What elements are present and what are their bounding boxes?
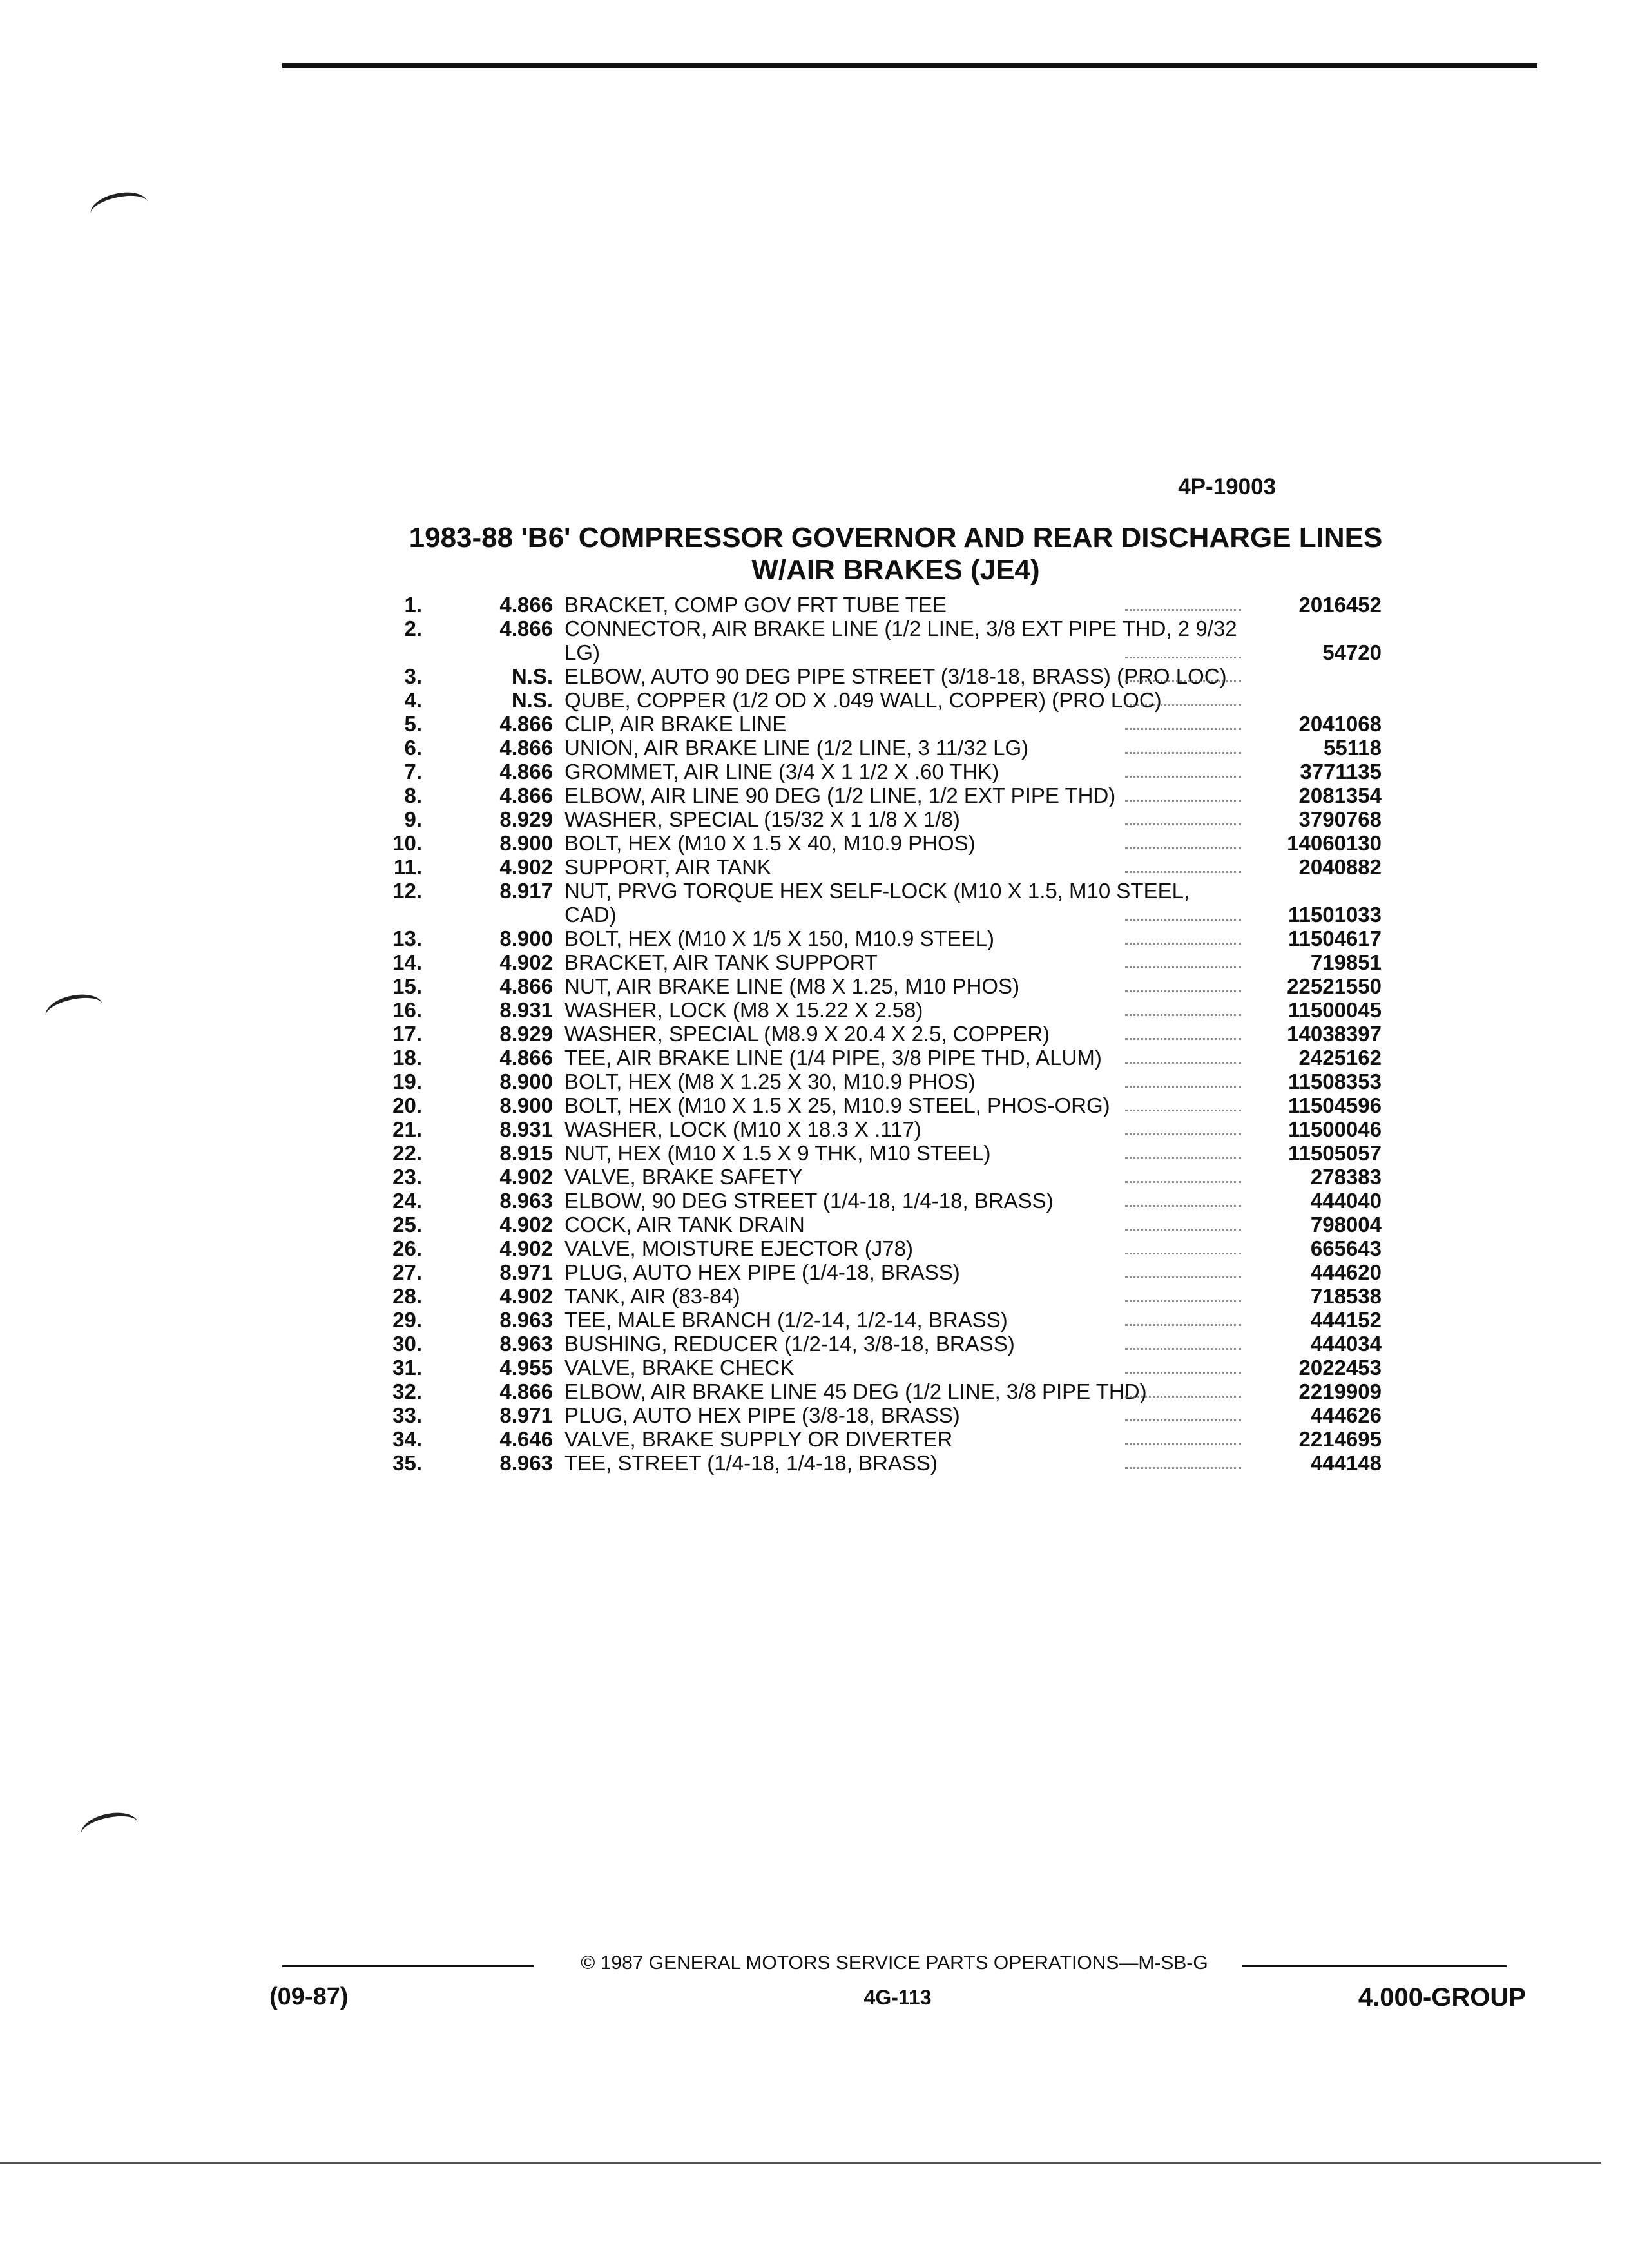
part-description: TEE, AIR BRAKE LINE (1/4 PIPE, 3/8 PIPE THD, ALUM) [564, 1046, 1241, 1070]
table-row [380, 1451, 1385, 1475]
part-number: 2041068 [1298, 712, 1382, 736]
title-line-2: W/AIR BRAKES (JE4) [751, 554, 1040, 586]
table-row [380, 1260, 1385, 1284]
item-number: 32. [392, 1379, 422, 1403]
reference-number: 8.929 [499, 1022, 553, 1046]
table-row [380, 1213, 1385, 1236]
item-number: 2. [404, 617, 422, 640]
table-row [380, 1308, 1385, 1332]
part-number: 11504596 [1287, 1093, 1382, 1117]
table-row [380, 1117, 1385, 1141]
table-row [380, 760, 1385, 783]
reference-number: 8.900 [499, 831, 553, 855]
page-number: 4G-113 [863, 1986, 932, 2009]
item-number: 29. [392, 1308, 422, 1332]
part-number: 2022453 [1298, 1356, 1382, 1379]
table-row [380, 617, 1385, 664]
item-number: 17. [392, 1022, 422, 1046]
reference-number: 4.866 [499, 783, 553, 807]
item-number: 31. [392, 1356, 422, 1379]
part-description: GROMMET, AIR LINE (3/4 X 1 1/2 X .60 THK) [564, 760, 1241, 783]
part-number: 11505057 [1287, 1141, 1382, 1165]
part-number: 54720 [1322, 640, 1382, 664]
table-row [380, 783, 1385, 807]
part-number: 665643 [1310, 1236, 1382, 1260]
part-description: TEE, STREET (1/4-18, 1/4-18, BRASS) [564, 1451, 1241, 1475]
part-number: 2016452 [1298, 593, 1382, 617]
part-description: BRACKET, AIR TANK SUPPORT [564, 950, 1241, 974]
table-row [380, 974, 1385, 998]
table-row [380, 712, 1385, 736]
part-number: 444148 [1310, 1451, 1382, 1475]
copyright-line: © 1987 GENERAL MOTORS SERVICE PARTS OPERATIONS—M-SB-G [282, 1952, 1507, 1974]
reference-number: 8.900 [499, 1093, 553, 1117]
table-row [380, 950, 1385, 974]
reference-number: 4.866 [499, 974, 553, 998]
parts-list [380, 593, 1385, 1475]
part-number: 11504617 [1287, 927, 1382, 950]
part-description: BUSHING, REDUCER (1/2-14, 3/8-18, BRASS) [564, 1332, 1241, 1356]
part-number: 444152 [1310, 1308, 1382, 1332]
part-number: 798004 [1310, 1213, 1382, 1236]
reference-number: 8.963 [499, 1332, 553, 1356]
table-row [380, 807, 1385, 831]
part-number: 14038397 [1287, 1022, 1382, 1046]
part-description: BOLT, HEX (M8 X 1.25 X 30, M10.9 PHOS) [564, 1070, 1241, 1093]
reference-number: 8.963 [499, 1308, 553, 1332]
part-description: BOLT, HEX (M10 X 1.5 X 40, M10.9 PHOS) [564, 831, 1241, 855]
part-description: VALVE, BRAKE SAFETY [564, 1165, 1241, 1189]
table-row [380, 664, 1385, 688]
table-row [380, 1189, 1385, 1213]
title-line-1: 1983-88 'B6' COMPRESSOR GOVERNOR AND REAR DISCHARGE LINES [409, 522, 1383, 553]
item-number: 10. [392, 831, 422, 855]
binding-mark-top [88, 187, 151, 229]
part-number: 11508353 [1287, 1070, 1382, 1093]
table-row [380, 1284, 1385, 1308]
reference-number: 4.955 [499, 1356, 553, 1379]
item-number: 14. [392, 950, 422, 974]
item-number: 30. [392, 1332, 422, 1356]
item-number: 5. [404, 712, 422, 736]
item-number: 15. [392, 974, 422, 998]
table-row [380, 831, 1385, 855]
item-number: 19. [392, 1070, 422, 1093]
reference-number: 8.963 [499, 1451, 553, 1475]
item-number: 4. [404, 688, 422, 712]
revision-date: (09-87) [269, 1983, 349, 2010]
table-row [380, 927, 1385, 950]
part-number: 3771135 [1300, 760, 1382, 783]
item-number: 20. [392, 1093, 422, 1117]
part-description: TEE, MALE BRANCH (1/2-14, 1/2-14, BRASS) [564, 1308, 1241, 1332]
part-description: WASHER, LOCK (M10 X 18.3 X .117) [564, 1117, 1241, 1141]
part-description: PLUG, AUTO HEX PIPE (3/8-18, BRASS) [564, 1403, 1241, 1427]
part-number: 55118 [1324, 736, 1382, 760]
item-number: 9. [404, 807, 422, 831]
reference-number: N.S. [511, 688, 553, 712]
reference-number: 4.866 [499, 1379, 553, 1403]
table-row [380, 1403, 1385, 1427]
part-number: 2219909 [1298, 1379, 1382, 1403]
part-description: ELBOW, AIR BRAKE LINE 45 DEG (1/2 LINE, 3/8 PIPE THD) [564, 1379, 1241, 1403]
table-row [380, 1070, 1385, 1093]
part-description: BRACKET, COMP GOV FRT TUBE TEE [564, 593, 1241, 617]
reference-number: 4.866 [499, 736, 553, 760]
binding-mark-bottom [78, 1808, 141, 1849]
part-description: NUT, AIR BRAKE LINE (M8 X 1.25, M10 PHOS) [564, 974, 1241, 998]
table-row [380, 1379, 1385, 1403]
reference-number: 8.931 [499, 998, 553, 1022]
part-description: BOLT, HEX (M10 X 1.5 X 25, M10.9 STEEL, PHOS-ORG) [564, 1093, 1241, 1117]
table-row [380, 1022, 1385, 1046]
item-number: 1. [404, 593, 422, 617]
part-description: PLUG, AUTO HEX PIPE (1/4-18, BRASS) [564, 1260, 1241, 1284]
item-number: 34. [392, 1427, 422, 1451]
reference-number: 8.931 [499, 1117, 553, 1141]
part-number: 444040 [1310, 1189, 1382, 1213]
table-row [380, 855, 1385, 879]
part-description: VALVE, BRAKE CHECK [564, 1356, 1241, 1379]
part-description: CONNECTOR, AIR BRAKE LINE (1/2 LINE, 3/8 EXT PIPE THD, 2 9/32 LG) [564, 617, 1241, 664]
reference-number: 4.902 [499, 855, 553, 879]
item-number: 6. [404, 736, 422, 760]
part-description: NUT, HEX (M10 X 1.5 X 9 THK, M10 STEEL) [564, 1141, 1241, 1165]
table-row [380, 1356, 1385, 1379]
reference-number: 4.866 [499, 760, 553, 783]
item-number: 25. [392, 1213, 422, 1236]
part-number: 2214695 [1298, 1427, 1382, 1451]
reference-number: 4.902 [499, 1236, 553, 1260]
reference-number: 4.866 [499, 712, 553, 736]
part-number: 11500045 [1287, 998, 1382, 1022]
part-number: 22521550 [1287, 974, 1382, 998]
reference-number: 8.929 [499, 807, 553, 831]
item-number: 35. [392, 1451, 422, 1475]
reference-number: 8.900 [499, 927, 553, 950]
part-number: 3790768 [1298, 807, 1382, 831]
part-description: COCK, AIR TANK DRAIN [564, 1213, 1241, 1236]
reference-number: 8.971 [499, 1260, 553, 1284]
part-number: 718538 [1310, 1284, 1382, 1308]
item-number: 33. [392, 1403, 422, 1427]
item-number: 28. [392, 1284, 422, 1308]
reference-number: 4.646 [499, 1427, 553, 1451]
part-description: ELBOW, AIR LINE 90 DEG (1/2 LINE, 1/2 EXT PIPE THD) [564, 783, 1241, 807]
part-number: 2081354 [1298, 783, 1382, 807]
part-description: ELBOW, 90 DEG STREET (1/4-18, 1/4-18, BRASS) [564, 1189, 1241, 1213]
reference-number: 8.963 [499, 1189, 553, 1213]
part-description: VALVE, BRAKE SUPPLY OR DIVERTER [564, 1427, 1241, 1451]
table-row [380, 688, 1385, 712]
part-number: 11500046 [1287, 1117, 1382, 1141]
part-description: QUBE, COPPER (1/2 OD X .049 WALL, COPPER) (PRO LOC) [564, 688, 1241, 712]
reference-number: 4.902 [499, 1284, 553, 1308]
item-number: 26. [392, 1236, 422, 1260]
item-number: 24. [392, 1189, 422, 1213]
part-number: 2425162 [1298, 1046, 1382, 1070]
part-description: WASHER, LOCK (M8 X 15.22 X 2.58) [564, 998, 1241, 1022]
reference-number: 4.866 [499, 593, 553, 617]
reference-number: 8.915 [499, 1141, 553, 1165]
part-description: WASHER, SPECIAL (15/32 X 1 1/8 X 1/8) [564, 807, 1241, 831]
reference-number: 8.917 [499, 879, 553, 903]
table-row [380, 1093, 1385, 1117]
item-number: 27. [392, 1260, 422, 1284]
item-number: 3. [404, 664, 422, 688]
binding-mark-middle [43, 990, 106, 1031]
table-row [380, 736, 1385, 760]
table-row [380, 593, 1385, 617]
part-description: CLIP, AIR BRAKE LINE [564, 712, 1241, 736]
part-number: 444034 [1310, 1332, 1382, 1356]
part-description: WASHER, SPECIAL (M8.9 X 20.4 X 2.5, COPPER) [564, 1022, 1241, 1046]
item-number: 16. [392, 998, 422, 1022]
item-number: 23. [392, 1165, 422, 1189]
reference-number: 4.902 [499, 950, 553, 974]
top-rule [282, 63, 1537, 68]
table-row [380, 879, 1385, 927]
part-description: ELBOW, AUTO 90 DEG PIPE STREET (3/18-18, BRASS) (PRO LOC) [564, 664, 1241, 688]
part-number: 444620 [1310, 1260, 1382, 1284]
table-row [380, 998, 1385, 1022]
table-row [380, 1332, 1385, 1356]
item-number: 18. [392, 1046, 422, 1070]
part-number: 278383 [1310, 1165, 1382, 1189]
document-number: 4P-19003 [1178, 474, 1276, 499]
part-number: 444626 [1310, 1403, 1382, 1427]
part-description: VALVE, MOISTURE EJECTOR (J78) [564, 1236, 1241, 1260]
table-row [380, 1165, 1385, 1189]
bottom-rule [0, 2162, 1601, 2164]
table-row [380, 1236, 1385, 1260]
part-description: NUT, PRVG TORQUE HEX SELF-LOCK (M10 X 1.5, M10 STEEL, CAD) [564, 879, 1241, 927]
item-number: 12. [392, 879, 422, 903]
item-number: 8. [404, 783, 422, 807]
part-description: SUPPORT, AIR TANK [564, 855, 1241, 879]
table-row [380, 1141, 1385, 1165]
table-row [380, 1427, 1385, 1451]
item-number: 21. [392, 1117, 422, 1141]
table-row [380, 1046, 1385, 1070]
part-description: TANK, AIR (83-84) [564, 1284, 1241, 1308]
part-number: 719851 [1310, 950, 1382, 974]
item-number: 11. [393, 855, 422, 879]
part-number: 2040882 [1298, 855, 1382, 879]
reference-number: 4.902 [499, 1165, 553, 1189]
reference-number: 4.866 [499, 617, 553, 640]
part-number: 11501033 [1287, 903, 1382, 927]
reference-number: 4.866 [499, 1046, 553, 1070]
item-number: 22. [392, 1141, 422, 1165]
part-number: 14060130 [1287, 831, 1382, 855]
reference-number: 8.900 [499, 1070, 553, 1093]
group-label: 4.000-GROUP [1358, 1983, 1526, 2012]
item-number: 13. [392, 927, 422, 950]
reference-number: 4.902 [499, 1213, 553, 1236]
reference-number: N.S. [511, 664, 553, 688]
part-description: UNION, AIR BRAKE LINE (1/2 LINE, 3 11/32 LG) [564, 736, 1241, 760]
item-number: 7. [404, 760, 422, 783]
part-description: BOLT, HEX (M10 X 1/5 X 150, M10.9 STEEL) [564, 927, 1241, 950]
parts-list-title [380, 522, 1411, 586]
reference-number: 8.971 [499, 1403, 553, 1427]
